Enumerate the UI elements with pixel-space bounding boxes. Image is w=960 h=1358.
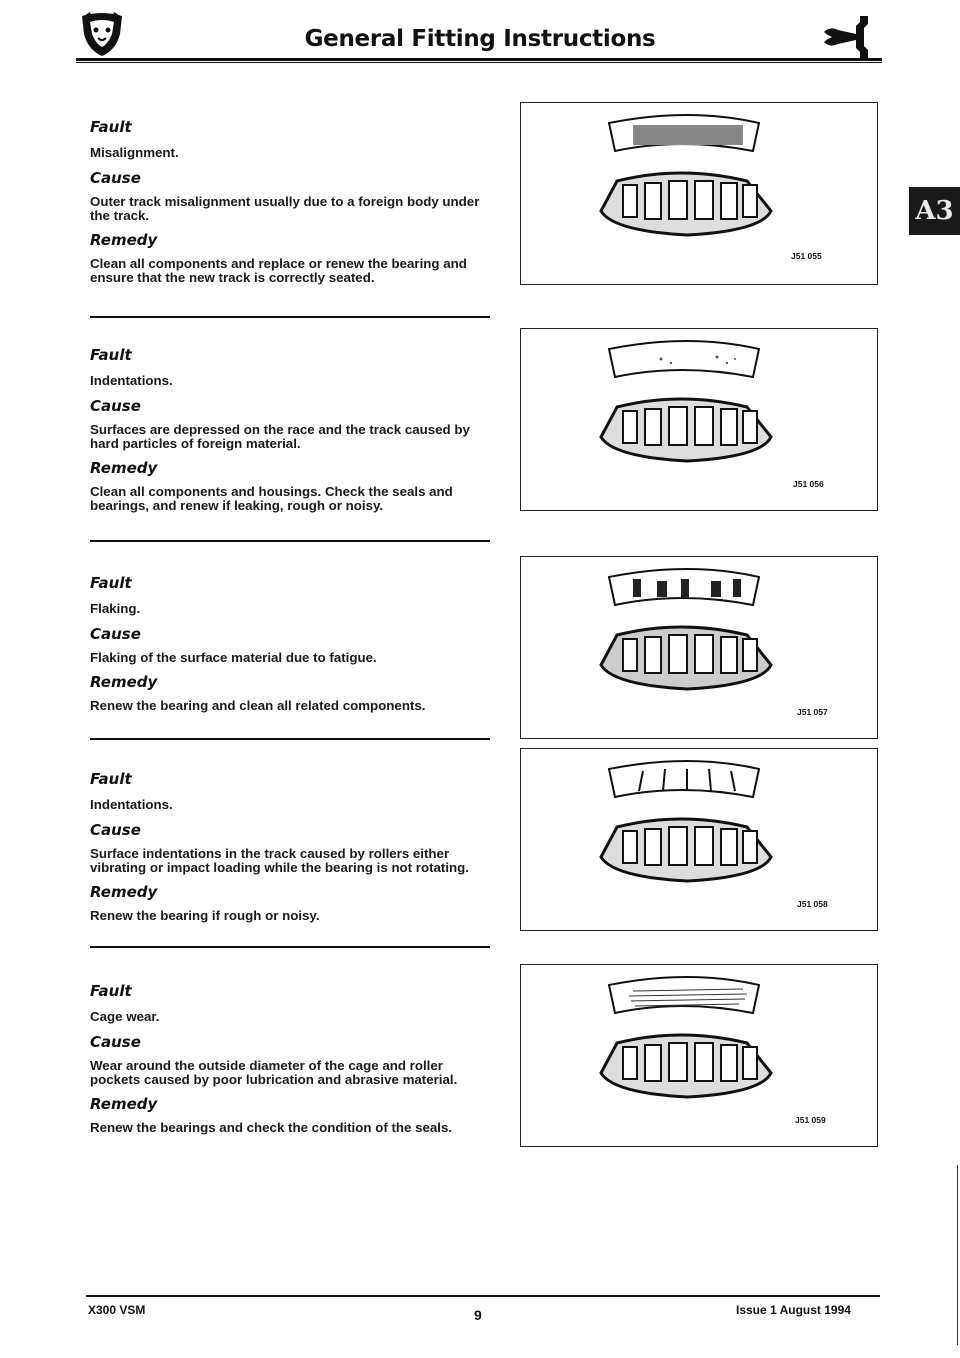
section-tab: A3 <box>909 187 960 235</box>
fault-text: Indentations. <box>90 797 173 812</box>
fault-text: Misalignment. <box>90 145 179 160</box>
remedy-heading: Remedy <box>90 459 158 477</box>
remedy-heading: Remedy <box>90 673 158 691</box>
footer-issue: Issue 1 August 1994 <box>736 1303 851 1317</box>
fault-heading: Fault <box>90 118 132 136</box>
cause-text: Wear around the outside diameter of the cage and roller pockets caused by poor lubrication and abrasive material. <box>90 1058 458 1087</box>
figure-code: J51 058 <box>797 899 828 909</box>
remedy-text: Renew the bearing and clean all related components. <box>90 698 426 713</box>
remedy-text: Clean all components and housings. Check the seals and bearings, and renew if leaking, rough or noisy. <box>90 484 453 513</box>
page-title: General Fitting Instructions <box>304 26 656 52</box>
spanner-tool-icon <box>820 14 880 60</box>
figure-code: J51 056 <box>793 479 824 489</box>
bearing-illustration <box>521 329 879 512</box>
page-header <box>0 0 960 70</box>
footer-rule <box>86 1295 880 1297</box>
cause-text: Flaking of the surface material due to fatigue. <box>90 650 377 665</box>
cause-heading: Cause <box>90 625 141 643</box>
remedy-heading: Remedy <box>90 231 158 249</box>
section-divider <box>90 738 490 740</box>
fault-heading: Fault <box>90 982 132 1000</box>
margin-rule <box>957 1165 958 1345</box>
figure-code: J51 059 <box>795 1115 826 1125</box>
bearing-figure <box>520 328 878 511</box>
bearing-figure <box>520 748 878 931</box>
section-divider <box>90 946 490 948</box>
fault-section <box>90 118 490 285</box>
figure-code: J51 055 <box>791 251 822 261</box>
cause-heading: Cause <box>90 1033 141 1051</box>
remedy-text: Renew the bearing if rough or noisy. <box>90 908 320 923</box>
section-divider <box>90 540 490 542</box>
cause-text: Surfaces are depressed on the race and the track caused by hard particles of foreign material. <box>90 422 470 451</box>
fault-text: Flaking. <box>90 601 141 616</box>
header-rule <box>76 58 882 61</box>
fault-heading: Fault <box>90 346 132 364</box>
remedy-heading: Remedy <box>90 1095 158 1113</box>
cause-text: Outer track misalignment usually due to a foreign body under the track. <box>90 194 480 223</box>
fault-heading: Fault <box>90 574 132 592</box>
remedy-text: Clean all components and replace or renew the bearing and ensure that the new track is correctly seated. <box>90 256 467 285</box>
remedy-heading: Remedy <box>90 883 158 901</box>
fault-text: Indentations. <box>90 373 173 388</box>
bearing-illustration <box>521 103 879 286</box>
header-rule-thin <box>76 62 882 63</box>
section-divider <box>90 316 490 318</box>
figure-code: J51 057 <box>797 707 828 717</box>
fault-text: Cage wear. <box>90 1009 160 1024</box>
footer-doc-id: X300 VSM <box>88 1303 146 1317</box>
fault-section <box>90 982 490 1135</box>
remedy-text: Renew the bearings and check the condition of the seals. <box>90 1120 453 1135</box>
cause-heading: Cause <box>90 821 141 839</box>
fault-section <box>90 574 490 713</box>
page-number: 9 <box>474 1307 482 1323</box>
bearing-figure <box>520 102 878 285</box>
fault-section <box>90 770 490 923</box>
cause-text: Surface indentations in the track caused by rollers either vibrating or impact loading while the bearing is not rotating. <box>90 846 469 875</box>
cause-heading: Cause <box>90 397 141 415</box>
bearing-figure <box>520 556 878 739</box>
bearing-figure <box>520 964 878 1147</box>
fault-heading: Fault <box>90 770 132 788</box>
fault-section <box>90 346 490 513</box>
cause-heading: Cause <box>90 169 141 187</box>
